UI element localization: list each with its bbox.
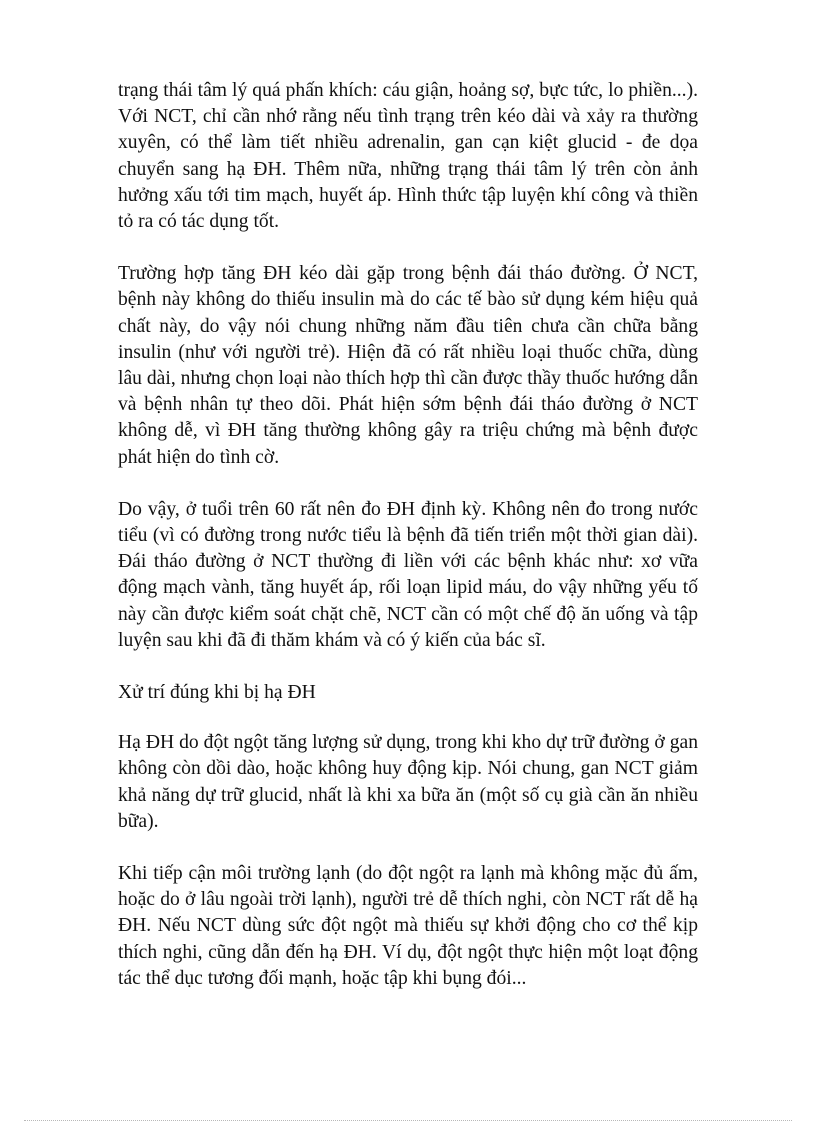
paragraph-hypoglycemia-causes: Hạ ĐH do đột ngột tăng lượng sử dụng, trong khi kho dự trữ đường ở gan không còn dồi dào, hoặc không huy động kịp. Nói chung, gan NCT giảm khả năng dự trữ glucid, nhất là khi xa bữa ăn (một số cụ già cần ăn nhiều bữa). [118,732,698,832]
page-bottom-divider [24,1120,792,1121]
paragraph-monitoring: Do vậy, ở tuổi trên 60 rất nên đo ĐH định kỳ. Không nên đo trong nước tiểu (vì có đường trong nước tiểu là bệnh đã tiến triển một thời gian dài). Đái tháo đường ở NCT thường đi liền với các bệnh khác như: xơ vữa động mạch vành, tăng huyết áp, rối loạn lipid máu, do vậy những yếu tố này cần được kiểm soát chặt chẽ, NCT cần có một chế độ ăn uống và tập luyện sau khi đã đi thăm khám và có ý kiến của bác sĩ. [118,498,698,651]
paragraph-stress-effects: trạng thái tâm lý quá phấn khích: cáu giận, hoảng sợ, bực tức, lo phiền...). Với NCT, chỉ cần nhớ rằng nếu tình trạng trên kéo dài và xảy ra thường xuyên, có thể làm tiết nhiều adrenalin, gan cạn kiệt glucid - đe dọa chuyển sang hạ ĐH. Thêm nữa, những trạng thái tâm lý trên còn ảnh hưởng xấu tới tim mạch, huyết áp. Hình thức tập luyện khí công và thiền tỏ ra có tác dụng tốt. [118,80,698,233]
section-heading: Xử trí đúng khi bị hạ ĐH [118,682,316,704]
paragraph-diabetes: Trường hợp tăng ĐH kéo dài gặp trong bệnh đái tháo đường. Ở NCT, bệnh này không do thiếu insulin mà do các tế bào sử dụng kém hiệu quả chất này, do vậy nói chung những năm đầu tiên chưa cần chữa bằng insulin (như với người trẻ). Hiện đã có rất nhiều loại thuốc chữa, dùng lâu dài, nhưng chọn loại nào thích hợp thì cần được thầy thuốc hướng dẫn và bệnh nhân tự theo dõi. Phát hiện sớm bệnh đái tháo đường ở NCT không dễ, vì ĐH tăng thường không gây ra triệu chứng mà bệnh được phát hiện do tình cờ. [118,263,698,468]
paragraph-cold-exposure: Khi tiếp cận môi trường lạnh (do đột ngột ra lạnh mà không mặc đủ ấm, hoặc do ở lâu ngoài trời lạnh), người trẻ dễ thích nghi, còn NCT rất dễ hạ ĐH. Nếu NCT dùng sức đột ngột mà thiếu sự khởi động cho cơ thể kịp thích nghi, cũng dẫn đến hạ ĐH. Ví dụ, đột ngột thực hiện một loạt động tác thể dục tương đối mạnh, hoặc tập khi bụng đói... [118,863,698,989]
document-body [118,78,698,1018]
